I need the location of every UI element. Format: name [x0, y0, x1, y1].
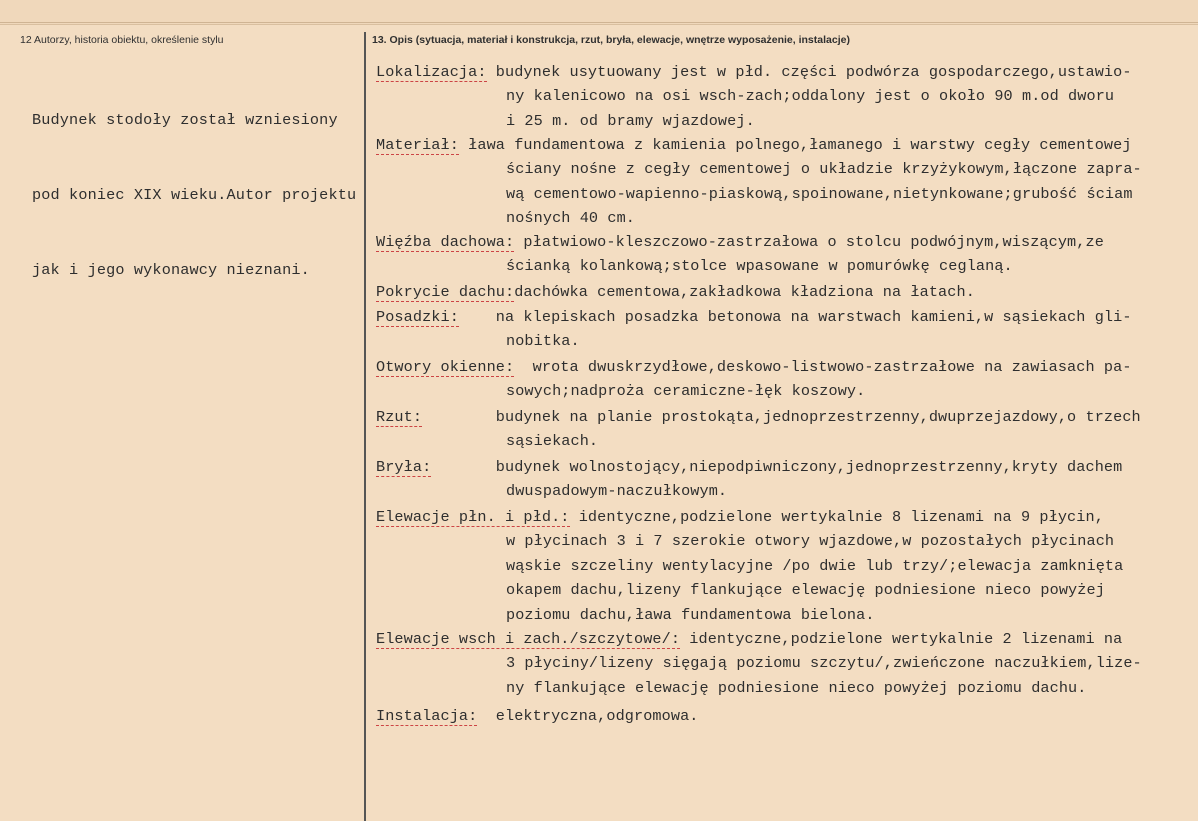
entry-label: Lokalizacja: [376, 63, 487, 81]
entry-label: Instalacja: [376, 707, 478, 725]
entry-text: identyczne,podzielone wertykalnie 8 lizenami na 9 płycin, [569, 508, 1104, 526]
entry [376, 355, 1132, 401]
entry [376, 230, 1104, 276]
entry-first-line [376, 505, 1104, 531]
entry-continuation-line: ściany nośne z cegły cementowej o układzie krzyżykowym,łączone zapra- [506, 160, 1142, 179]
entry-first-line [376, 405, 1141, 431]
entry-label: Materiał: [376, 136, 459, 154]
entry-text: identyczne,podzielone wertykalnie 2 lizenami na [680, 630, 1123, 648]
left-line: jak i jego wykonawcy nieznani. [32, 261, 310, 279]
entry-text: ława fundamentowa z kamienia polnego,łamanego i warstwy cegły cementowej [458, 136, 1132, 154]
entry [376, 405, 1141, 451]
entry-first-line [376, 355, 1132, 381]
entry [376, 60, 1132, 130]
entry-text: płatwiowo-kleszczowo-zastrzałowa o stolcu podwójnym,wiszącym,ze [514, 233, 1104, 251]
entry [376, 280, 975, 306]
entry-label: Rzut: [376, 408, 423, 426]
entry-first-line [376, 133, 1132, 159]
entry-first-line [376, 627, 1122, 653]
section-12-header: 12 Autorzy, historia obiektu, określenie stylu [20, 34, 224, 46]
entry-text: dachówka cementowa,zakładkowa kładziona na łatach. [514, 283, 975, 301]
entry-label: Bryła: [376, 458, 432, 476]
entry-continuation-line: w płycinach 3 i 7 szerokie otwory wjazdowe,w pozostałych płycinach [506, 532, 1115, 551]
entry-first-line [376, 60, 1132, 86]
entry-continuation-line: sowych;nadproża ceramiczne-łęk koszowy. [506, 382, 866, 401]
entry-continuation-line: nobitka. [506, 332, 580, 351]
entry [376, 704, 699, 730]
entry-continuation-line: ścianką kolankową;stolce wpasowane w pomurówkę ceglaną. [506, 257, 1013, 276]
authors-history-text [32, 58, 367, 308]
entry-text: budynek na planie prostokąta,jednoprzestrzenny,dwuprzejazdowy,o trzech [422, 408, 1141, 426]
entry-continuation-line: i 25 m. od bramy wjazdowej. [506, 111, 755, 130]
entry-label: Więźba dachowa: [376, 233, 515, 251]
entry-label: Pokrycie dachu: [376, 283, 515, 301]
entry-continuation-line: dwuspadowym-naczułkowym. [506, 482, 728, 501]
entry [376, 455, 1123, 501]
top-edge [0, 0, 1198, 25]
entry-continuation-line: wąskie szczeliny wentylacyjne /po dwie lub trzy/;elewacja zamknięta [506, 556, 1124, 575]
entry [376, 133, 1142, 228]
left-line: Budynek stodoły został wzniesiony [32, 111, 338, 129]
entry-text: wrota dwuskrzydłowe,deskowo-listwowo-zastrzałowe na zawiasach pa- [514, 358, 1132, 376]
entry-label: Otwory okienne: [376, 358, 515, 376]
entry-first-line [376, 455, 1122, 481]
left-line: pod koniec XIX wieku.Autor projektu [32, 186, 357, 204]
entry-continuation-line: nośnych 40 cm. [506, 209, 635, 228]
entry-continuation-line: 3 płyciny/lizeny sięgają poziomu szczytu/,zwieńczone naczułkiem,lize- [506, 654, 1142, 673]
entry-first-line [376, 305, 1132, 331]
section-13-header: 13. Opis (sytuacja, materiał i konstrukcja, rzut, bryła, elewacje, wnętrze wyposażenie, instalacje) [372, 34, 850, 46]
entry-first-line [376, 704, 699, 730]
entry-text: na klepiskach posadzka betonowa na warstwach kamieni,w sąsiekach gli- [458, 308, 1132, 326]
entry-continuation-line: ny kalenicowo na osi wsch-zach;oddalony jest o około 90 m.od dworu [506, 87, 1115, 106]
entry [376, 627, 1142, 697]
entry-first-line [376, 280, 975, 306]
entry-label: Elewacje wsch i zach./szczytowe/: [376, 630, 681, 648]
entry-text: budynek usytuowany jest w płd. części podwórza gospodarczego,ustawio- [486, 63, 1132, 81]
entry [376, 505, 1124, 624]
entry-label: Posadzki: [376, 308, 459, 326]
entry-label: Elewacje płn. i płd.: [376, 508, 570, 526]
entry-continuation-line: wą cementowo-wapienno-piaskową,spoinowane,nietynkowane;grubość ściam [506, 184, 1133, 203]
entry-continuation-line: ny flankujące elewację podniesione nieco powyżej poziomu dachu. [506, 678, 1087, 697]
entry-text: elektryczna,odgromowa. [477, 707, 699, 725]
entry-continuation-line: okapem dachu,lizeny flankujące elewację podniesione nieco powyżej [506, 581, 1105, 600]
entry-first-line [376, 230, 1104, 256]
entry-continuation-line: sąsiekach. [506, 432, 599, 451]
entry-text: budynek wolnostojący,niepodpiwniczony,jednoprzestrzenny,kryty dachem [431, 458, 1123, 476]
entry [376, 305, 1132, 351]
entry-continuation-line: poziomu dachu,ława fundamentowa bielona. [506, 605, 875, 624]
